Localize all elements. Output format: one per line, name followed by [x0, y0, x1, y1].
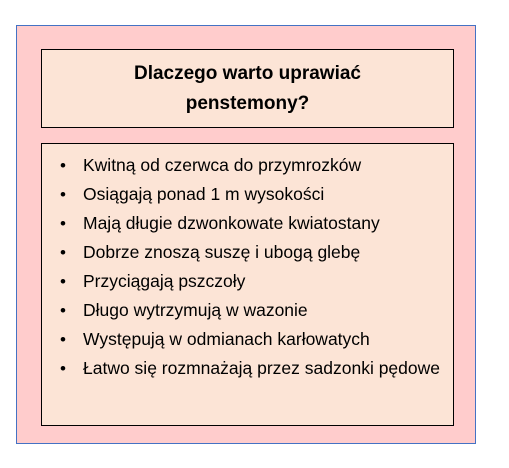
reasons-box	[41, 143, 454, 426]
bullet-icon: •	[60, 156, 66, 175]
bullet-icon: •	[60, 214, 66, 233]
bullet-icon: •	[60, 330, 66, 349]
list-item	[42, 354, 453, 383]
list-item-text: Kwitną od czerwca do przymrozków	[83, 155, 362, 175]
list-item	[42, 180, 453, 209]
bullet-icon: •	[60, 359, 66, 378]
list-item	[42, 151, 453, 180]
list-item-text: Występują w odmianach karłowatych	[83, 329, 370, 349]
list-item	[42, 238, 453, 267]
list-item-text: Przyciągają pszczoły	[83, 271, 246, 291]
bullet-icon: •	[60, 272, 66, 291]
list-item	[42, 296, 453, 325]
title-box	[41, 49, 454, 128]
list-item-text: Łatwo się rozmnażają przez sadzonki pędowe	[83, 358, 440, 378]
list-item	[42, 267, 453, 296]
list-item-text: Dobrze znoszą suszę i ubogą glebę	[83, 242, 361, 262]
bullet-icon: •	[60, 243, 66, 262]
list-item-text: Mają długie dzwonkowate kwiatostany	[83, 213, 380, 233]
list-item	[42, 325, 453, 354]
list-item-text: Długo wytrzymują w wazonie	[83, 300, 308, 320]
info-panel	[16, 25, 476, 444]
reasons-list	[42, 144, 453, 383]
page-title: Dlaczego warto uprawiać penstemony?	[133, 62, 361, 114]
list-item	[42, 209, 453, 238]
bullet-icon: •	[60, 301, 66, 320]
bullet-icon: •	[60, 185, 66, 204]
list-item-text: Osiągają ponad 1 m wysokości	[83, 184, 325, 204]
